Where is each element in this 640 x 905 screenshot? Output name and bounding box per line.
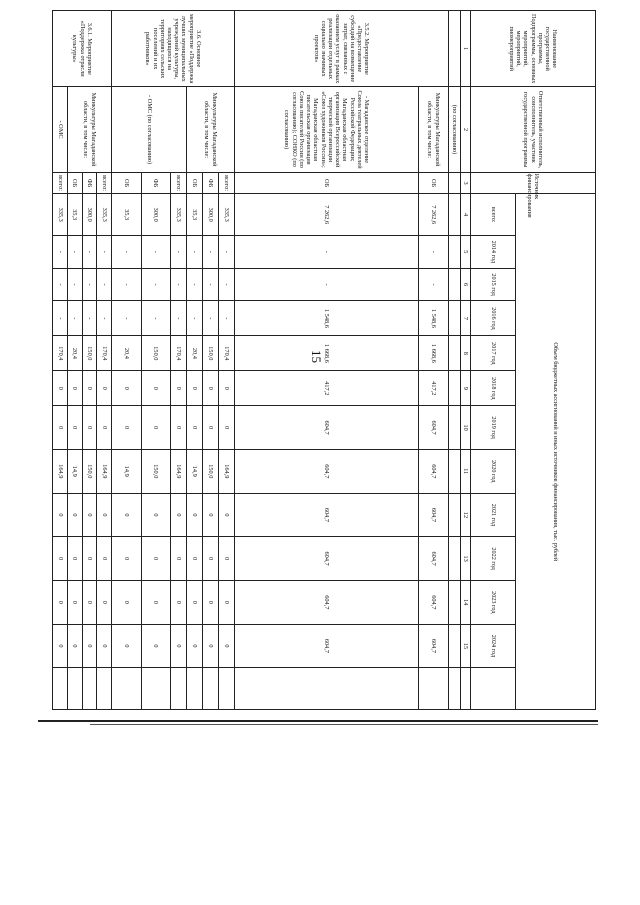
cell-value: - [419,268,448,301]
cell-value: 164,9 [53,449,68,493]
header-empty [471,668,516,710]
cell-value: 604,7 [419,537,448,581]
cell-value: 335,3 [97,194,112,236]
cell-value: 0 [171,406,187,450]
cell-value: 0 [187,493,203,537]
table-row [448,11,460,710]
row-source: всего: [97,172,112,194]
cell-value: 0 [112,537,141,581]
cell-value: 0 [97,580,112,624]
cell-value: - [218,268,234,301]
cell-value: - [53,301,68,336]
cell-value: 170,4 [171,336,187,371]
cell-value: 604,7 [234,580,418,624]
page-divider-secondary [90,724,598,725]
cell-value: 0 [97,493,112,537]
row-responsible: - ОМС (по согласованию) [112,87,187,172]
cell-value: 0 [218,406,234,450]
cell-value: 150,0 [82,336,97,371]
header-name: Наименование государственной программы, Подпрограммы, основных мероприятий, мероприятий, пиомероприятий [471,11,596,87]
cell-value: 0 [171,537,187,581]
cell-value: 0 [97,624,112,668]
cell-value: 1 548,6 [234,301,418,336]
cell-value: - [234,235,418,268]
cell-value: - [82,235,97,268]
cell-value: - [67,268,82,301]
cell-value: 0 [187,371,203,406]
row-source: ФБ [202,172,218,194]
col-number: 15 [461,624,471,668]
cell-value: 0 [141,406,170,450]
rotated-table-wrapper [52,10,596,710]
header-year: 2018 год [471,371,516,406]
cell-value: 0 [112,406,141,450]
cell-value: 1 668,6 [234,336,418,371]
cell-value: - [112,301,141,336]
cell-value: 0 [141,537,170,581]
cell-value: - [53,268,68,301]
cell-value: - [112,268,141,301]
cell-value: 417,2 [419,371,448,406]
header-funding-title: Объем бюджетных ассигнований и иных источников финансирования, тыс. рублей [516,194,596,710]
row-source: ФБ [141,172,170,194]
row-source: ОБ [112,172,141,194]
row-responsible: (по согласованию) [448,87,460,172]
table-row [171,11,187,710]
cell-value: 35,3 [67,194,82,236]
table-row [419,11,448,710]
cell-value: - [419,235,448,268]
cell-value: - [202,268,218,301]
row-responsible: - Магаданское отделение Союза театральных деятелей Российской Федерации; Магаданская областная организация Всероссийской творческой организации «Союз художников России»; Магаданская областная писательская организация Союза писателей России (по согласованию); СОНКО (по согласованию) [234,87,418,172]
cell-value: - [97,268,112,301]
cell-value: 604,7 [234,493,418,537]
cell-value: - [82,268,97,301]
cell-value: 0 [67,406,82,450]
cell-value: - [141,301,170,336]
cell-value: 0 [82,537,97,581]
col-number: 2 [461,87,471,172]
row-responsible: Минкультуры Магаданской области, в том числе: [419,87,448,172]
col-number-extra [461,668,471,710]
header-year: 2020 год [471,449,516,493]
cell-value: 0 [171,580,187,624]
cell-value: 0 [187,537,203,581]
cell-value: 7 262,6 [419,194,448,236]
table-row [53,11,68,710]
cell-value: 0 [202,406,218,450]
cell-value: 1 548,6 [419,301,448,336]
cell-value: 35,3 [112,194,141,236]
cell-value: 604,7 [419,493,448,537]
cell-value: - [202,301,218,336]
header-total: всего: [471,194,516,236]
cell-value: 164,9 [97,449,112,493]
row-responsible: Минкультуры Магаданской области, в том числе: [67,87,111,172]
cell-value: 164,9 [171,449,187,493]
header-source: Источник финансирования [471,172,596,194]
cell-value: 604,7 [234,537,418,581]
cell-value: 0 [171,371,187,406]
cell-value: 0 [202,493,218,537]
cell-value: 1 668,6 [419,336,448,371]
cell-value: 0 [112,624,141,668]
cell-value: 0 [187,580,203,624]
cell-value: 150,0 [202,449,218,493]
col-number: 12 [461,493,471,537]
cell-value: 164,9 [218,449,234,493]
col-number: 14 [461,580,471,624]
cell-value: 0 [202,371,218,406]
cell-value: 150,0 [82,449,97,493]
cell-value: 417,2 [234,371,418,406]
cell-value: 0 [187,624,203,668]
cell-value: 604,7 [419,449,448,493]
cell-value: - [218,235,234,268]
cell-value: 0 [141,580,170,624]
cell-value: - [187,301,203,336]
cell-value: 0 [53,580,68,624]
col-number: 11 [461,449,471,493]
cell-value: 0 [67,371,82,406]
cell-value: 170,4 [218,336,234,371]
cell-value: 0 [202,624,218,668]
cell-value: 20,4 [67,336,82,371]
cell-value: 0 [141,624,170,668]
header-year: 2021 год [471,493,516,537]
cell-value: 0 [82,580,97,624]
cell-value: 0 [82,371,97,406]
cell-value: - [67,235,82,268]
cell-value: - [171,301,187,336]
cell-value: 604,7 [234,449,418,493]
cell-value: 0 [218,537,234,581]
row-responsible: Минкультуры Магаданской области, в том числе: [187,87,235,172]
cell-value: - [53,235,68,268]
cell-value: - [202,235,218,268]
cell-value: - [82,301,97,336]
cell-value: 0 [218,493,234,537]
cell-value: 170,4 [53,336,68,371]
row-source: ОБ [234,172,418,194]
page-divider [38,720,598,722]
header-year: 2016 год [471,301,516,336]
cell-value: 0 [53,406,68,450]
row-source: ОБ [419,172,448,194]
cell-value: 14,9 [187,449,203,493]
cell-value: 300,0 [202,194,218,236]
row-source: всего: [171,172,187,194]
col-number: 4 [461,194,471,236]
col-number: 1 [461,11,471,87]
cell-value: 0 [97,371,112,406]
cell-value: 604,7 [419,406,448,450]
cell-value: 0 [82,406,97,450]
header-year: 2023 год [471,580,516,624]
col-number: 13 [461,537,471,581]
cell-value: 150,0 [141,449,170,493]
row-source: ОБ [187,172,203,194]
cell-value: 150,0 [202,336,218,371]
row-name: 3.6. Основное мероприятие «Поддержка лучших муниципальных учреждений культуры, находящихся на территориях сельских поселений и их работников» [112,11,235,87]
cell-value: 0 [97,537,112,581]
cell-value: 0 [141,493,170,537]
header-year: 2019 год [471,406,516,450]
cell-value: 0 [218,371,234,406]
table-row [234,11,418,710]
col-number: 7 [461,301,471,336]
cell-value: 0 [187,406,203,450]
col-number: 8 [461,336,471,371]
col-number: 5 [461,235,471,268]
header-year: 2024 год [471,624,516,668]
cell-value: 0 [112,580,141,624]
cell-value: 150,0 [141,336,170,371]
cell-value: 0 [171,624,187,668]
cell-value: 335,3 [171,194,187,236]
row-name: 3.5.2. Мероприятие «Предоставление субсидий на возмещение затрат, связанных с оказанием услуг в рамках реализации отдельных социально значимых проектов» [234,11,448,87]
cell-value: 0 [112,371,141,406]
cell-value: 0 [202,537,218,581]
cell-value: 35,3 [187,194,203,236]
cell-value: 0 [67,624,82,668]
cell-value: - [218,301,234,336]
cell-value: 335,3 [218,194,234,236]
col-number: 9 [461,371,471,406]
cell-value: 0 [67,493,82,537]
cell-value: - [97,301,112,336]
cell-value: - [97,235,112,268]
row-source: всего: [218,172,234,194]
cell-value: 0 [97,406,112,450]
cell-value: 300,0 [82,194,97,236]
cell-value: - [187,235,203,268]
cell-value: - [141,235,170,268]
cell-value: 604,7 [419,580,448,624]
cell-value: 604,7 [419,624,448,668]
cell-value: - [112,235,141,268]
header-year: 2022 год [471,537,516,581]
header-year: 2015 год [471,268,516,301]
col-number: 6 [461,268,471,301]
header-year: 2017 год [471,336,516,371]
cell-value: - [67,301,82,336]
cell-value: 14,9 [67,449,82,493]
col-number: 3 [461,172,471,194]
cell-value: 604,7 [234,624,418,668]
cell-value: 0 [171,493,187,537]
cell-value: 14,9 [112,449,141,493]
cell-value: - [141,268,170,301]
cell-value: 7 262,6 [234,194,418,236]
cell-value: 0 [112,493,141,537]
cell-value: 0 [67,580,82,624]
table-row [218,11,234,710]
cell-value: 0 [53,624,68,668]
cell-value: - [171,268,187,301]
row-source: ФБ [82,172,97,194]
cell-value: 0 [141,371,170,406]
table-row [97,11,112,710]
cell-value: 0 [67,537,82,581]
cell-value: - [187,268,203,301]
row-source: ОБ [67,172,82,194]
cell-value: 0 [82,624,97,668]
cell-value: 300,0 [141,194,170,236]
cell-value: 0 [218,580,234,624]
page-number: 15 [309,350,324,363]
cell-value: 0 [82,493,97,537]
row-responsible: - ОМС [53,87,68,172]
cell-value: 20,4 [112,336,141,371]
header-year: 2014 год [471,235,516,268]
cell-value: 604,7 [234,406,418,450]
cell-value: 0 [53,371,68,406]
header-responsible: Ответственный исполнитель, соисполнитель, участник государственной программы [471,87,596,172]
funding-table [52,10,596,710]
cell-value: 0 [202,580,218,624]
cell-value: 0 [53,537,68,581]
cell-value: 170,4 [97,336,112,371]
cell-value: 0 [218,624,234,668]
column-number-row [461,11,471,710]
col-number: 10 [461,406,471,450]
cell-value: - [171,235,187,268]
cell-value: - [234,268,418,301]
cell-value: 335,3 [53,194,68,236]
cell-value: 0 [53,493,68,537]
cell-value: 20,4 [187,336,203,371]
row-source: всего: [53,172,68,194]
row-name: 3.6.1. Мероприятие «Поддержка отрасли культуры» [53,11,112,87]
